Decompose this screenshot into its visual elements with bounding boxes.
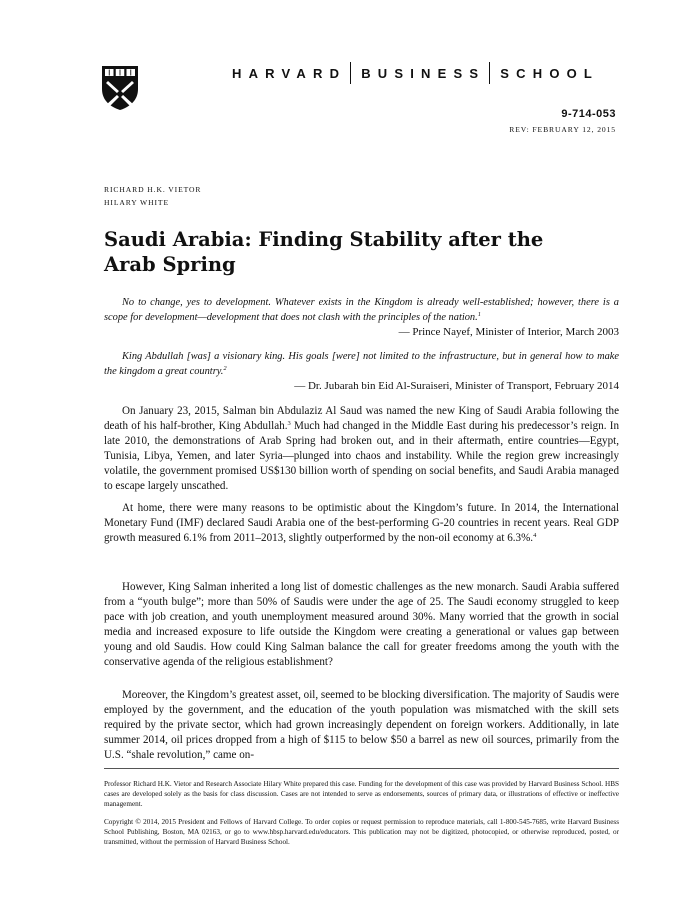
copyright-notice: Copyright © 2014, 2015 President and Fellows of Harvard College. To order copies or request permission to reproduce materials, call 1-800-545-7685, write Harvard Business School Publishing, Boston, MA 02163, or go to www.hbsp.harvard.edu/educators. This publication may not be digitized, photocopied, or otherwise reproduced, posted, or transmitted, without the permission of Harvard Business School.: [104, 818, 619, 847]
footnote-ref: 3: [287, 420, 291, 427]
body-paragraph: However, King Salman inherited a long list of domestic challenges as the new monarch. Saudi Arabia suffered from a “youth bulge”; more than 50% of Saudis were under the age of 25. The Saudi economy struggled to keep pace with job creation, and youth unemployment measured around 30%. Many worried that the growth in social media and increased exposure to life outside the Kingdom were creating a generational or values gap between young and old Saudis. How could King Salman balance the call for greater freedoms among the youth with the conservative agenda of the religious establishment?: [104, 581, 619, 668]
author-name: HILARY WHITE: [104, 198, 170, 207]
body-paragraph: At home, there were many reasons to be optimistic about the Kingdom’s future. In 2014, the International Monetary Fund (IMF) declared Saudi Arabia one of the best-performing G-20 countries in recent years. Real GDP growth measured 6.1% from 2011–2013, slightly outperformed by the non-oil economy at 6.3%.$^4$: [104, 502, 619, 544]
epigraph-attribution: — Dr. Jubarah bin Eid Al-Suraiseri, Minister of Transport, February 2014: [294, 380, 619, 392]
footer-note: Professor Richard H.K. Vietor and Research Associate Hilary White prepared this case. Funding for the development of this case was provided by Harvard Business School. HBS cases are developed solely as the basis for class discussion. Cases are not intended to serve as endorsements, sources of primary data, or illustrations of effective or ineffective management.: [104, 780, 619, 809]
masthead-business: BUSINESS: [361, 65, 486, 81]
footnote-ref: 1: [477, 310, 481, 318]
title-line: Saudi Arabia: Finding Stability after the: [104, 228, 544, 251]
footer-divider: [104, 768, 619, 769]
epigraph-quote: No to change, yes to development. Whatever exists in the Kingdom is already well-established; however, there is a scope for development—development that does not clash with the principles of the nation.$^1$: [104, 297, 619, 323]
epigraph-quote: King Abdullah [was] a visionary king. His goals [were] not limited to the infrastructure, but in general how to make the kingdom a great country.$^2$: [104, 351, 619, 377]
case-number: 9-714-053: [561, 108, 616, 120]
masthead: [232, 63, 618, 83]
title-line: Arab Spring: [104, 253, 236, 276]
footnote-ref: 2: [223, 364, 227, 372]
epigraph-attribution: — Prince Nayef, Minister of Interior, March 2003: [398, 326, 619, 338]
footnote-ref: 4: [533, 532, 537, 539]
case-title: [104, 227, 624, 277]
hbs-shield-logo-icon: [101, 65, 139, 111]
body-paragraph: On January 23, 2015, Salman bin Abdulaziz Al Saud was named the new King of Saudi Arabia following the death of his half-brother, King Abdullah.$^3$ Much had changed in the Middle East during his predecessor’s reign. In late 2010, the demonstrations of Arab Spring had broken out, and in their aftermath, entire countries—Egypt, Tunisia, Libya, Yemen, and later Syria—plunged into chaos and instability. While the region grew increasingly volatile, the government promised US$130 billion worth of spending on social benefits, and Saudi Arabia managed to escape largely unscathed.: [104, 405, 619, 492]
epigraph: [104, 350, 619, 394]
masthead-divider: [489, 62, 490, 84]
epigraph: [104, 296, 619, 340]
revision-date: REV: FEBRUARY 12, 2015: [509, 125, 616, 134]
body-paragraph: Moreover, the Kingdom’s greatest asset, oil, seemed to be blocking diversification. The majority of Saudis were employed by the government, and the education of the youth population was mismatched with the skill sets required by the private sector, which had grown increasingly dependent on foreign workers. Additionally, in late summer 2014, oil prices dropped from a high of $115 to below $50 a barrel as new oil sources, primarily from the U.S. “shale revolution,” came on-: [104, 689, 619, 761]
author-name: RICHARD H.K. VIETOR: [104, 185, 202, 194]
masthead-harvard: HARVARD: [232, 65, 347, 81]
masthead-divider: [350, 62, 351, 84]
author-list: [104, 183, 201, 209]
masthead-school: SCHOOL: [500, 65, 600, 81]
